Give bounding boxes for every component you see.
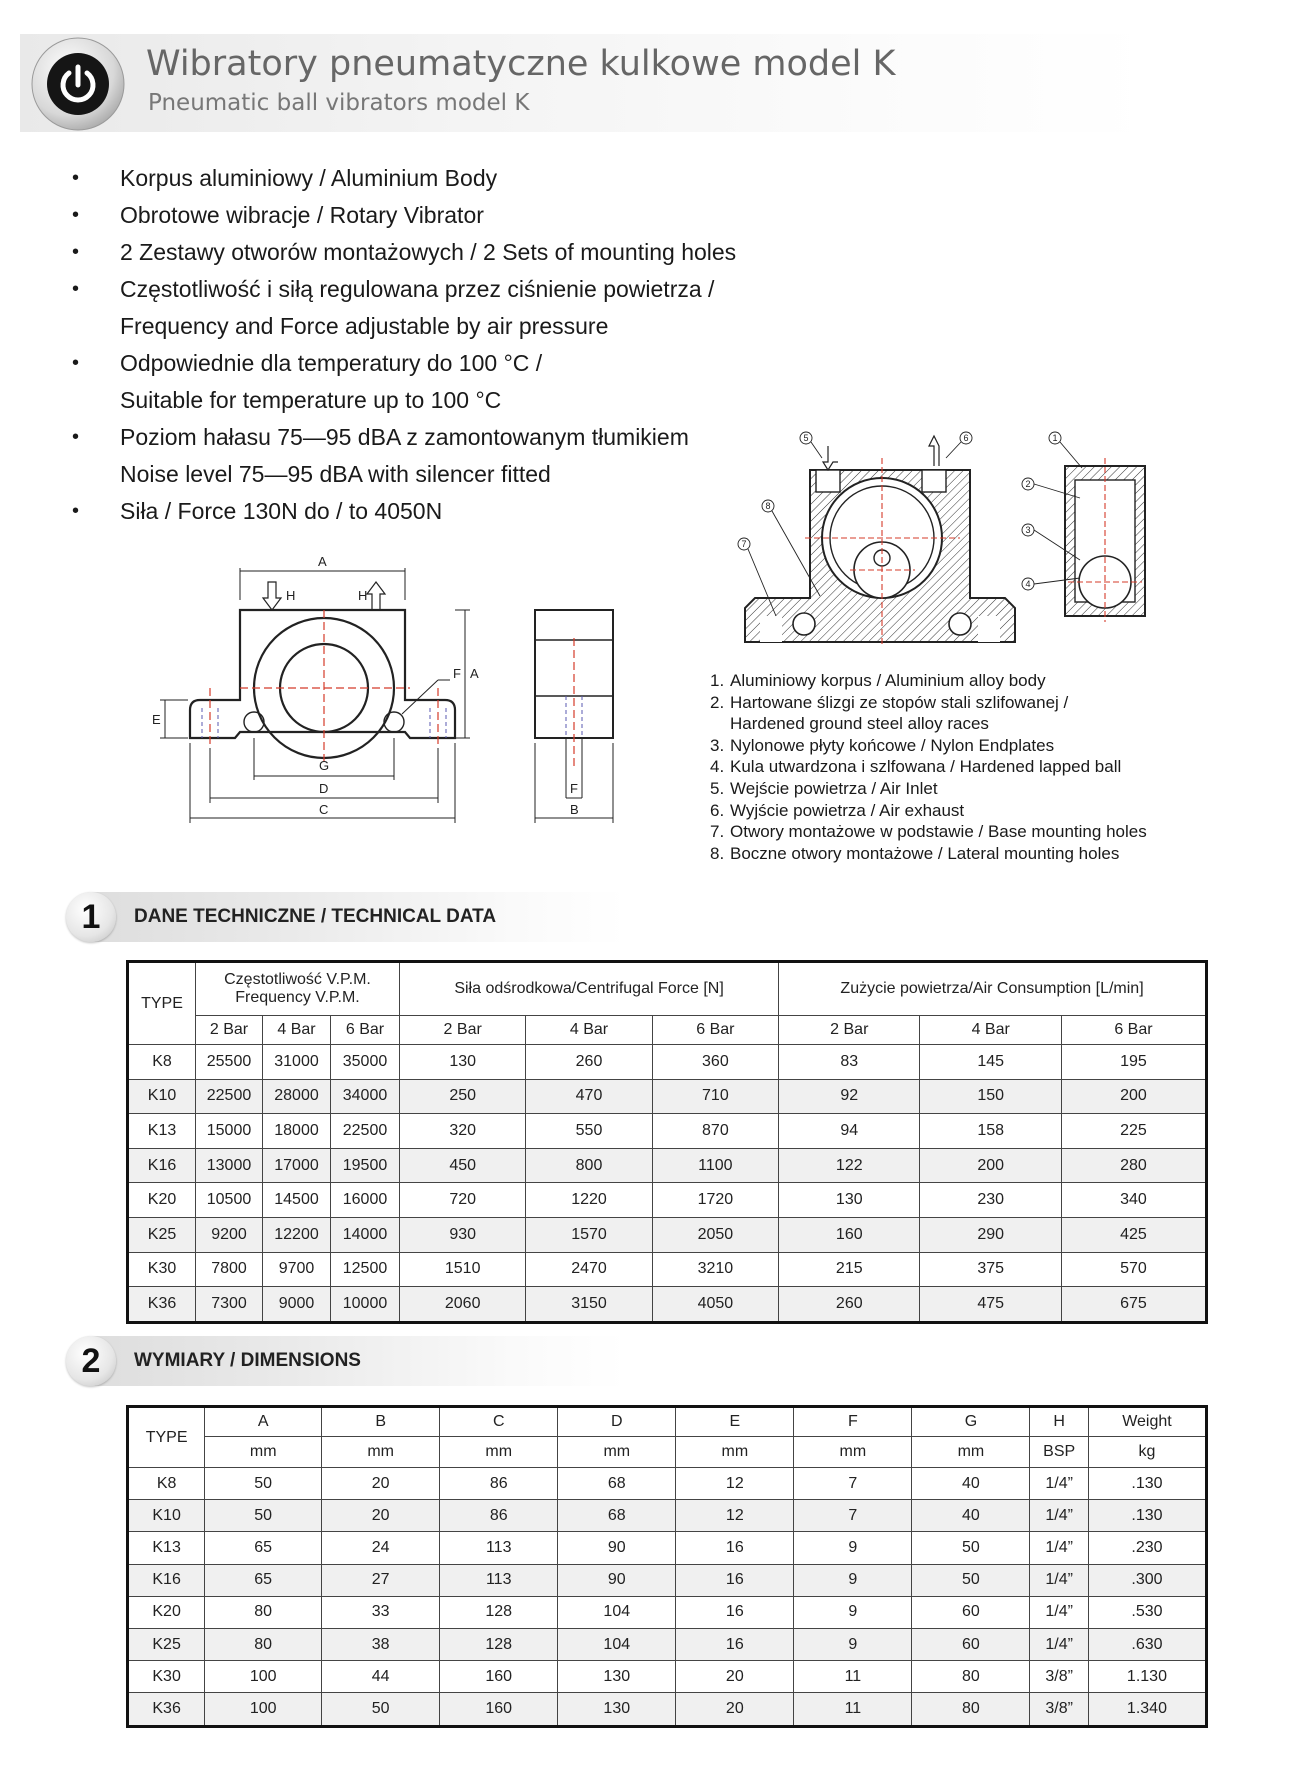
part-number: 1. (710, 671, 725, 690)
table-cell: 1/4” (1030, 1564, 1088, 1596)
row-type: K25 (128, 1217, 196, 1252)
part-item (710, 735, 1147, 757)
column-header: F (794, 1407, 912, 1437)
bullet: • (72, 204, 80, 226)
subheader: 2 Bar (400, 1016, 526, 1045)
table-cell: 50 (912, 1532, 1030, 1564)
table-cell: 68 (558, 1500, 676, 1532)
table-row (128, 1468, 1207, 1500)
table-cell: 86 (440, 1468, 558, 1500)
subheader: 4 Bar (526, 1016, 652, 1045)
part-number: 7. (710, 822, 725, 842)
table-cell: .530 (1088, 1596, 1206, 1628)
part-number: 5. (710, 778, 725, 798)
table-cell: 80 (912, 1693, 1030, 1726)
table-cell: 100 (205, 1693, 322, 1726)
table-cell: 130 (558, 1661, 676, 1693)
subheader: 6 Bar (331, 1016, 400, 1045)
column-header: A (205, 1407, 322, 1437)
table-cell: 2470 (526, 1252, 652, 1287)
table-cell: 130 (400, 1045, 526, 1080)
part-text: Hardened ground steel alloy races (730, 714, 989, 734)
callout-6: 6 (963, 433, 969, 443)
table-cell: 13000 (196, 1148, 263, 1183)
subheader: 6 Bar (1061, 1016, 1206, 1045)
row-type: K36 (128, 1693, 205, 1726)
table-row (128, 1532, 1207, 1564)
part-number: 4. (710, 757, 725, 777)
table-row (128, 1252, 1207, 1287)
table-cell: 14000 (331, 1217, 400, 1252)
table-cell: 44 (322, 1661, 440, 1693)
column-header: G (912, 1407, 1030, 1437)
table-cell: 260 (779, 1287, 920, 1323)
row-type: K36 (128, 1287, 196, 1323)
table-row (128, 1114, 1207, 1149)
unit-header: kg (1088, 1437, 1206, 1468)
table-row (128, 1564, 1207, 1596)
table-cell: 675 (1061, 1287, 1206, 1323)
table-cell: 50 (322, 1693, 440, 1726)
table-cell: 1220 (526, 1183, 652, 1218)
section-number: 2 (66, 1336, 116, 1386)
table-cell: 16 (676, 1564, 794, 1596)
table-cell: 25500 (196, 1045, 263, 1080)
table-cell: 1/4” (1030, 1468, 1088, 1500)
table-cell: 1/4” (1030, 1628, 1088, 1660)
part-item (710, 843, 1147, 865)
bullet: • (72, 426, 80, 448)
table-cell: 280 (1061, 1148, 1206, 1183)
table-row (128, 1079, 1207, 1114)
table-cell: 50 (205, 1468, 322, 1500)
table-cell: 14500 (263, 1183, 331, 1218)
table-cell: 22500 (196, 1079, 263, 1114)
table-cell: 1720 (652, 1183, 778, 1218)
row-type: K30 (128, 1252, 196, 1287)
table-cell: 100 (205, 1661, 322, 1693)
table-row (128, 1661, 1207, 1693)
column-header-frequency (196, 962, 400, 1016)
feature-item (68, 345, 788, 382)
table-cell: 7 (794, 1500, 912, 1532)
feature-item (68, 419, 788, 456)
subheader: 2 Bar (196, 1016, 263, 1045)
table-cell: 3/8” (1030, 1661, 1088, 1693)
section-title: WYMIARY / DIMENSIONS (134, 1350, 361, 1371)
table-cell: 320 (400, 1114, 526, 1149)
table-cell: 9 (794, 1564, 912, 1596)
bullet: • (72, 352, 80, 374)
feature-list (68, 160, 788, 530)
table-cell: 3210 (652, 1252, 778, 1287)
column-header: D (558, 1407, 676, 1437)
table-cell: 16000 (331, 1183, 400, 1218)
callout-3: 3 (1025, 525, 1031, 535)
feature-text: Noise level 75—95 dBA with silencer fitted (120, 461, 551, 487)
row-type: K10 (128, 1079, 196, 1114)
row-type: K16 (128, 1148, 196, 1183)
table-cell: 10000 (331, 1287, 400, 1323)
dim-label-c: C (319, 802, 329, 817)
table-cell: 128 (440, 1596, 558, 1628)
table-cell: 40 (912, 1500, 1030, 1532)
table-row (128, 1287, 1207, 1323)
feature-item-continued (68, 456, 788, 493)
part-text: Boczne otwory montażowe / Lateral mounting holes (730, 843, 1120, 863)
table-cell: 250 (400, 1079, 526, 1114)
feature-item (68, 197, 788, 234)
callout-1: 1 (1052, 433, 1058, 443)
page-title: Wibratory pneumatyczne kulkowe model K (146, 44, 896, 84)
table-cell: 130 (558, 1693, 676, 1726)
feature-item-continued (68, 308, 788, 345)
table-cell: 160 (779, 1217, 920, 1252)
table-cell: 20 (676, 1661, 794, 1693)
table-cell: 113 (440, 1564, 558, 1596)
table-cell: 50 (912, 1564, 1030, 1596)
table-cell: 2050 (652, 1217, 778, 1252)
table-cell: 16 (676, 1532, 794, 1564)
part-item (710, 821, 1147, 843)
table-cell: 870 (652, 1114, 778, 1149)
table-cell: 28000 (263, 1079, 331, 1114)
table-cell: 16 (676, 1596, 794, 1628)
table-cell: 290 (920, 1217, 1061, 1252)
table-cell: 20 (322, 1500, 440, 1532)
table-cell: 17000 (263, 1148, 331, 1183)
section-drawing (710, 418, 1190, 658)
row-type: K8 (128, 1468, 205, 1500)
table-cell: 425 (1061, 1217, 1206, 1252)
table-row (128, 1500, 1207, 1532)
table-cell: 225 (1061, 1114, 1206, 1149)
table-row (128, 1628, 1207, 1660)
table-cell: 11 (794, 1661, 912, 1693)
table-cell: 340 (1061, 1183, 1206, 1218)
table-cell: 200 (1061, 1079, 1206, 1114)
feature-item (68, 493, 788, 530)
table-cell: .130 (1088, 1500, 1206, 1532)
feature-item (68, 234, 788, 271)
table-cell: 260 (526, 1045, 652, 1080)
part-number (710, 713, 730, 735)
table-cell: 7300 (196, 1287, 263, 1323)
table-cell: 1510 (400, 1252, 526, 1287)
table-cell: 80 (205, 1596, 322, 1628)
unit-header: mm (912, 1437, 1030, 1468)
feature-text: 2 Zestawy otworów montażowych / 2 Sets of mounting holes (120, 239, 737, 265)
column-header: H (1030, 1407, 1088, 1437)
callout-2: 2 (1025, 479, 1031, 489)
feature-text: Odpowiednie dla temperatury do 100 °C / (120, 350, 543, 376)
table-cell: 12500 (331, 1252, 400, 1287)
dim-label-g: G (319, 758, 330, 773)
table-cell: 35000 (331, 1045, 400, 1080)
technical-data-table (126, 960, 1208, 1324)
table-cell: 375 (920, 1252, 1061, 1287)
table-cell: 1/4” (1030, 1596, 1088, 1628)
table-cell: 27 (322, 1564, 440, 1596)
table-cell: 11 (794, 1693, 912, 1726)
table-cell: 94 (779, 1114, 920, 1149)
table-cell: 86 (440, 1500, 558, 1532)
table-cell: 68 (558, 1468, 676, 1500)
feature-item (68, 160, 788, 197)
table-cell: 9 (794, 1596, 912, 1628)
unit-header: mm (794, 1437, 912, 1468)
table-cell: 31000 (263, 1045, 331, 1080)
column-header: C (440, 1407, 558, 1437)
table-cell: 720 (400, 1183, 526, 1218)
dimensions-table (126, 1405, 1208, 1728)
subheader: 4 Bar (263, 1016, 331, 1045)
table-cell: 22500 (331, 1114, 400, 1149)
table-cell: 15000 (196, 1114, 263, 1149)
table-cell: 360 (652, 1045, 778, 1080)
part-item (710, 800, 1147, 822)
table-cell: 9700 (263, 1252, 331, 1287)
part-text: Otwory montażowe w podstawie / Base mounting holes (730, 822, 1147, 842)
table-cell: 90 (558, 1532, 676, 1564)
table-cell: 3/8” (1030, 1693, 1088, 1726)
bullet: • (72, 278, 80, 300)
table-cell: .630 (1088, 1628, 1206, 1660)
table-cell: 710 (652, 1079, 778, 1114)
table-row (128, 1045, 1207, 1080)
unit-header: mm (440, 1437, 558, 1468)
table-cell: 1.340 (1088, 1693, 1206, 1726)
table-row (128, 1148, 1207, 1183)
bullet: • (72, 500, 80, 522)
table-cell: 10500 (196, 1183, 263, 1218)
part-item (710, 670, 1147, 692)
page-subtitle: Pneumatic ball vibrators model K (148, 90, 530, 116)
row-type: K20 (128, 1596, 205, 1628)
feature-text: Frequency and Force adjustable by air pressure (120, 313, 609, 339)
part-text: Aluminiowy korpus / Aluminium alloy body (730, 671, 1046, 690)
table-cell: 800 (526, 1148, 652, 1183)
table-cell: 18000 (263, 1114, 331, 1149)
power-icon (30, 36, 126, 132)
table-cell: 34000 (331, 1079, 400, 1114)
unit-header: mm (676, 1437, 794, 1468)
column-header-force: Siła odśrodkowa/Centrifugal Force [N] (400, 962, 779, 1016)
table-cell: 113 (440, 1532, 558, 1564)
table-cell: 40 (912, 1468, 1030, 1500)
feature-text: Korpus aluminiowy / Aluminium Body (120, 165, 498, 191)
part-item (710, 778, 1147, 800)
bullet: • (72, 241, 80, 263)
callout-7: 7 (741, 539, 747, 549)
table-cell: 158 (920, 1114, 1061, 1149)
row-type: K30 (128, 1661, 205, 1693)
parts-list (710, 670, 1147, 864)
table-cell: 50 (205, 1500, 322, 1532)
table-cell: 470 (526, 1079, 652, 1114)
feature-text: Poziom hałasu 75—95 dBA z zamontowanym tłumikiem (120, 424, 689, 450)
table-cell: .130 (1088, 1468, 1206, 1500)
table-row (128, 1693, 1207, 1726)
table-cell: .230 (1088, 1532, 1206, 1564)
table-cell: 550 (526, 1114, 652, 1149)
dim-label-h: H (286, 588, 296, 603)
table-cell: 475 (920, 1287, 1061, 1323)
dim-label-f: F (570, 781, 578, 796)
row-type: K20 (128, 1183, 196, 1218)
table-cell: 19500 (331, 1148, 400, 1183)
part-item (710, 692, 1147, 714)
dim-label-b: B (570, 802, 579, 817)
subheader: 2 Bar (779, 1016, 920, 1045)
table-cell: 90 (558, 1564, 676, 1596)
table-cell: 65 (205, 1532, 322, 1564)
table-cell: 122 (779, 1148, 920, 1183)
feature-item (68, 271, 788, 308)
part-text: Kula utwardzona i szlfowana / Hardened lapped ball (730, 757, 1122, 777)
header-line: Częstotliwość V.P.M. (224, 971, 371, 988)
table-cell: 60 (912, 1628, 1030, 1660)
row-type: K25 (128, 1628, 205, 1660)
unit-header: mm (322, 1437, 440, 1468)
subheader: 4 Bar (920, 1016, 1061, 1045)
table-cell: 230 (920, 1183, 1061, 1218)
dim-label-d: D (319, 781, 329, 796)
row-type: K16 (128, 1564, 205, 1596)
table-cell: 9 (794, 1628, 912, 1660)
table-cell: 80 (912, 1661, 1030, 1693)
row-type: K13 (128, 1532, 205, 1564)
table-cell: 128 (440, 1628, 558, 1660)
part-item (710, 756, 1147, 778)
column-header: TYPE (128, 962, 196, 1045)
feature-item-continued (68, 382, 788, 419)
table-cell: 16 (676, 1628, 794, 1660)
feature-text: Siła / Force 130N do / to 4050N (120, 498, 443, 524)
table-cell: 60 (912, 1596, 1030, 1628)
row-type: K10 (128, 1500, 205, 1532)
table-cell: 160 (440, 1693, 558, 1726)
dimension-drawing (120, 548, 640, 858)
table-cell: 2060 (400, 1287, 526, 1323)
part-number: 8. (710, 843, 725, 863)
table-cell: 92 (779, 1079, 920, 1114)
section-title: DANE TECHNICZNE / TECHNICAL DATA (134, 906, 497, 927)
part-text: Hartowane ślizgi ze stopów stali szlifowanej / (730, 692, 1069, 712)
table-cell: 12200 (263, 1217, 331, 1252)
part-item (710, 713, 1147, 735)
dim-label-f: F (453, 666, 461, 681)
feature-text: Suitable for temperature up to 100 °C (120, 387, 502, 413)
table-cell: 160 (440, 1661, 558, 1693)
table-cell: 3150 (526, 1287, 652, 1323)
table-cell: 7 (794, 1468, 912, 1500)
header-line: Frequency V.P.M. (235, 989, 360, 1006)
part-number: 6. (710, 800, 725, 820)
row-type: K8 (128, 1045, 196, 1080)
table-cell: 20 (676, 1693, 794, 1726)
column-header: E (676, 1407, 794, 1437)
table-cell: 9200 (196, 1217, 263, 1252)
unit-header: mm (558, 1437, 676, 1468)
dim-label-e: E (152, 712, 161, 727)
column-header: TYPE (128, 1407, 205, 1468)
table-cell: 12 (676, 1468, 794, 1500)
table-cell: .300 (1088, 1564, 1206, 1596)
table-cell: 930 (400, 1217, 526, 1252)
table-cell: 24 (322, 1532, 440, 1564)
table-cell: 130 (779, 1183, 920, 1218)
table-cell: 33 (322, 1596, 440, 1628)
table-cell: 145 (920, 1045, 1061, 1080)
table-cell: 9 (794, 1532, 912, 1564)
table-cell: 1/4” (1030, 1500, 1088, 1532)
table-cell: 83 (779, 1045, 920, 1080)
table-row (128, 1217, 1207, 1252)
callout-8: 8 (765, 501, 771, 511)
section-number: 1 (66, 892, 116, 942)
part-text: Wyjście powietrza / Air exhaust (730, 800, 965, 820)
table-cell: 450 (400, 1148, 526, 1183)
column-header: B (322, 1407, 440, 1437)
table-cell: 65 (205, 1564, 322, 1596)
dim-label-h: H (358, 588, 368, 603)
table-cell: 7800 (196, 1252, 263, 1287)
table-cell: 150 (920, 1079, 1061, 1114)
subheader: 6 Bar (652, 1016, 778, 1045)
callout-4: 4 (1025, 579, 1031, 589)
part-number: 3. (710, 735, 725, 755)
table-cell: 38 (322, 1628, 440, 1660)
feature-text: Częstotliwość i siłą regulowana przez ciśnienie powietrza / (120, 276, 715, 302)
table-cell: 12 (676, 1500, 794, 1532)
table-cell: 104 (558, 1596, 676, 1628)
table-cell: 1570 (526, 1217, 652, 1252)
table-cell: 4050 (652, 1287, 778, 1323)
table-cell: 20 (322, 1468, 440, 1500)
callout-5: 5 (803, 433, 809, 443)
part-text: Wejście powietrza / Air Inlet (730, 778, 938, 798)
unit-header: mm (205, 1437, 322, 1468)
table-row (128, 1596, 1207, 1628)
unit-header: BSP (1030, 1437, 1088, 1468)
table-cell: 1.130 (1088, 1661, 1206, 1693)
table-cell: 9000 (263, 1287, 331, 1323)
table-cell: 104 (558, 1628, 676, 1660)
part-text: Nylonowe płyty końcowe / Nylon Endplates (730, 735, 1055, 755)
part-number: 2. (710, 692, 725, 712)
table-cell: 80 (205, 1628, 322, 1660)
column-header: Weight (1088, 1407, 1206, 1437)
table-row (128, 1183, 1207, 1218)
bullet: • (72, 167, 80, 189)
row-type: K13 (128, 1114, 196, 1149)
table-cell: 1100 (652, 1148, 778, 1183)
dim-label-a: A (318, 554, 327, 569)
column-header-air: Zużycie powietrza/Air Consumption [L/min] (779, 962, 1207, 1016)
feature-text: Obrotowe wibracje / Rotary Vibrator (120, 202, 484, 228)
dim-label-a: A (470, 666, 479, 681)
table-cell: 570 (1061, 1252, 1206, 1287)
table-cell: 200 (920, 1148, 1061, 1183)
table-cell: 1/4” (1030, 1532, 1088, 1564)
table-cell: 215 (779, 1252, 920, 1287)
table-cell: 195 (1061, 1045, 1206, 1080)
